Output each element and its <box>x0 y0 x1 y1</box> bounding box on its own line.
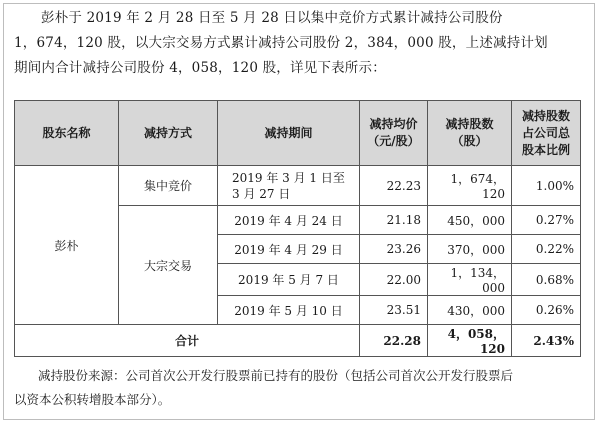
header-method: 减持方式 <box>119 101 218 166</box>
shareholder-cell: 彭朴 <box>15 166 119 325</box>
header-period: 减持期间 <box>218 101 360 166</box>
header-shareholder: 股东名称 <box>15 101 119 166</box>
table-row <box>15 166 581 206</box>
source-note <box>14 364 589 412</box>
table-header-row <box>15 101 581 166</box>
period-cell: 2019 年 4 月 29 日 <box>218 235 360 264</box>
intro-paragraph <box>14 6 589 81</box>
reduction-table <box>14 100 581 357</box>
total-label: 合计 <box>15 325 360 357</box>
price-cell: 21.18 <box>360 206 428 235</box>
shares-cell: 1，674，120 <box>428 166 512 206</box>
shares-cell: 430，000 <box>428 296 512 325</box>
header-avg-price: 减持均价（元/股） <box>360 101 428 166</box>
method-cell: 大宗交易 <box>119 206 218 325</box>
price-cell: 22.00 <box>360 264 428 296</box>
total-row <box>15 325 581 357</box>
ratio-cell: 0.22% <box>512 235 581 264</box>
source-note-line: 减持股份来源：公司首次公开发行股票前已持有的股份（包括公司首次公开发行股票后 <box>38 368 514 383</box>
paragraph-line: 期间内合计减持公司股份 4，058，120 股，详见下表所示： <box>14 60 386 76</box>
shares-cell: 1，134，000 <box>428 264 512 296</box>
source-note-line: 以资本公积转增股本部分）。 <box>14 392 171 407</box>
shares-cell: 450，000 <box>428 206 512 235</box>
ratio-cell: 0.27% <box>512 206 581 235</box>
price-cell: 23.51 <box>360 296 428 325</box>
period-cell: 2019 年 4 月 24 日 <box>218 206 360 235</box>
price-cell: 22.23 <box>360 166 428 206</box>
paragraph-line: 1，674，120 股，以大宗交易方式累计减持公司股份 2，384，000 股，上述减持计划 <box>14 35 548 51</box>
method-cell: 集中竞价 <box>119 166 218 206</box>
header-shares: 减持股数（股） <box>428 101 512 166</box>
period-cell: 2019 年 3 月 1 日至 3 月 27 日 <box>218 166 360 206</box>
total-ratio: 2.43% <box>512 325 581 357</box>
period-cell: 2019 年 5 月 10 日 <box>218 296 360 325</box>
total-price: 22.28 <box>360 325 428 357</box>
period-cell: 2019 年 5 月 7 日 <box>218 264 360 296</box>
ratio-cell: 0.26% <box>512 296 581 325</box>
ratio-cell: 0.68% <box>512 264 581 296</box>
price-cell: 23.26 <box>360 235 428 264</box>
header-ratio: 减持股数占公司总股本比例 <box>512 101 581 166</box>
ratio-cell: 1.00% <box>512 166 581 206</box>
paragraph-line: 彭朴于 2019 年 2 月 28 日至 5 月 28 日以集中竞价方式累计减持公司股份 <box>41 10 503 26</box>
shares-cell: 370，000 <box>428 235 512 264</box>
total-shares: 4，058，120 <box>428 325 512 357</box>
